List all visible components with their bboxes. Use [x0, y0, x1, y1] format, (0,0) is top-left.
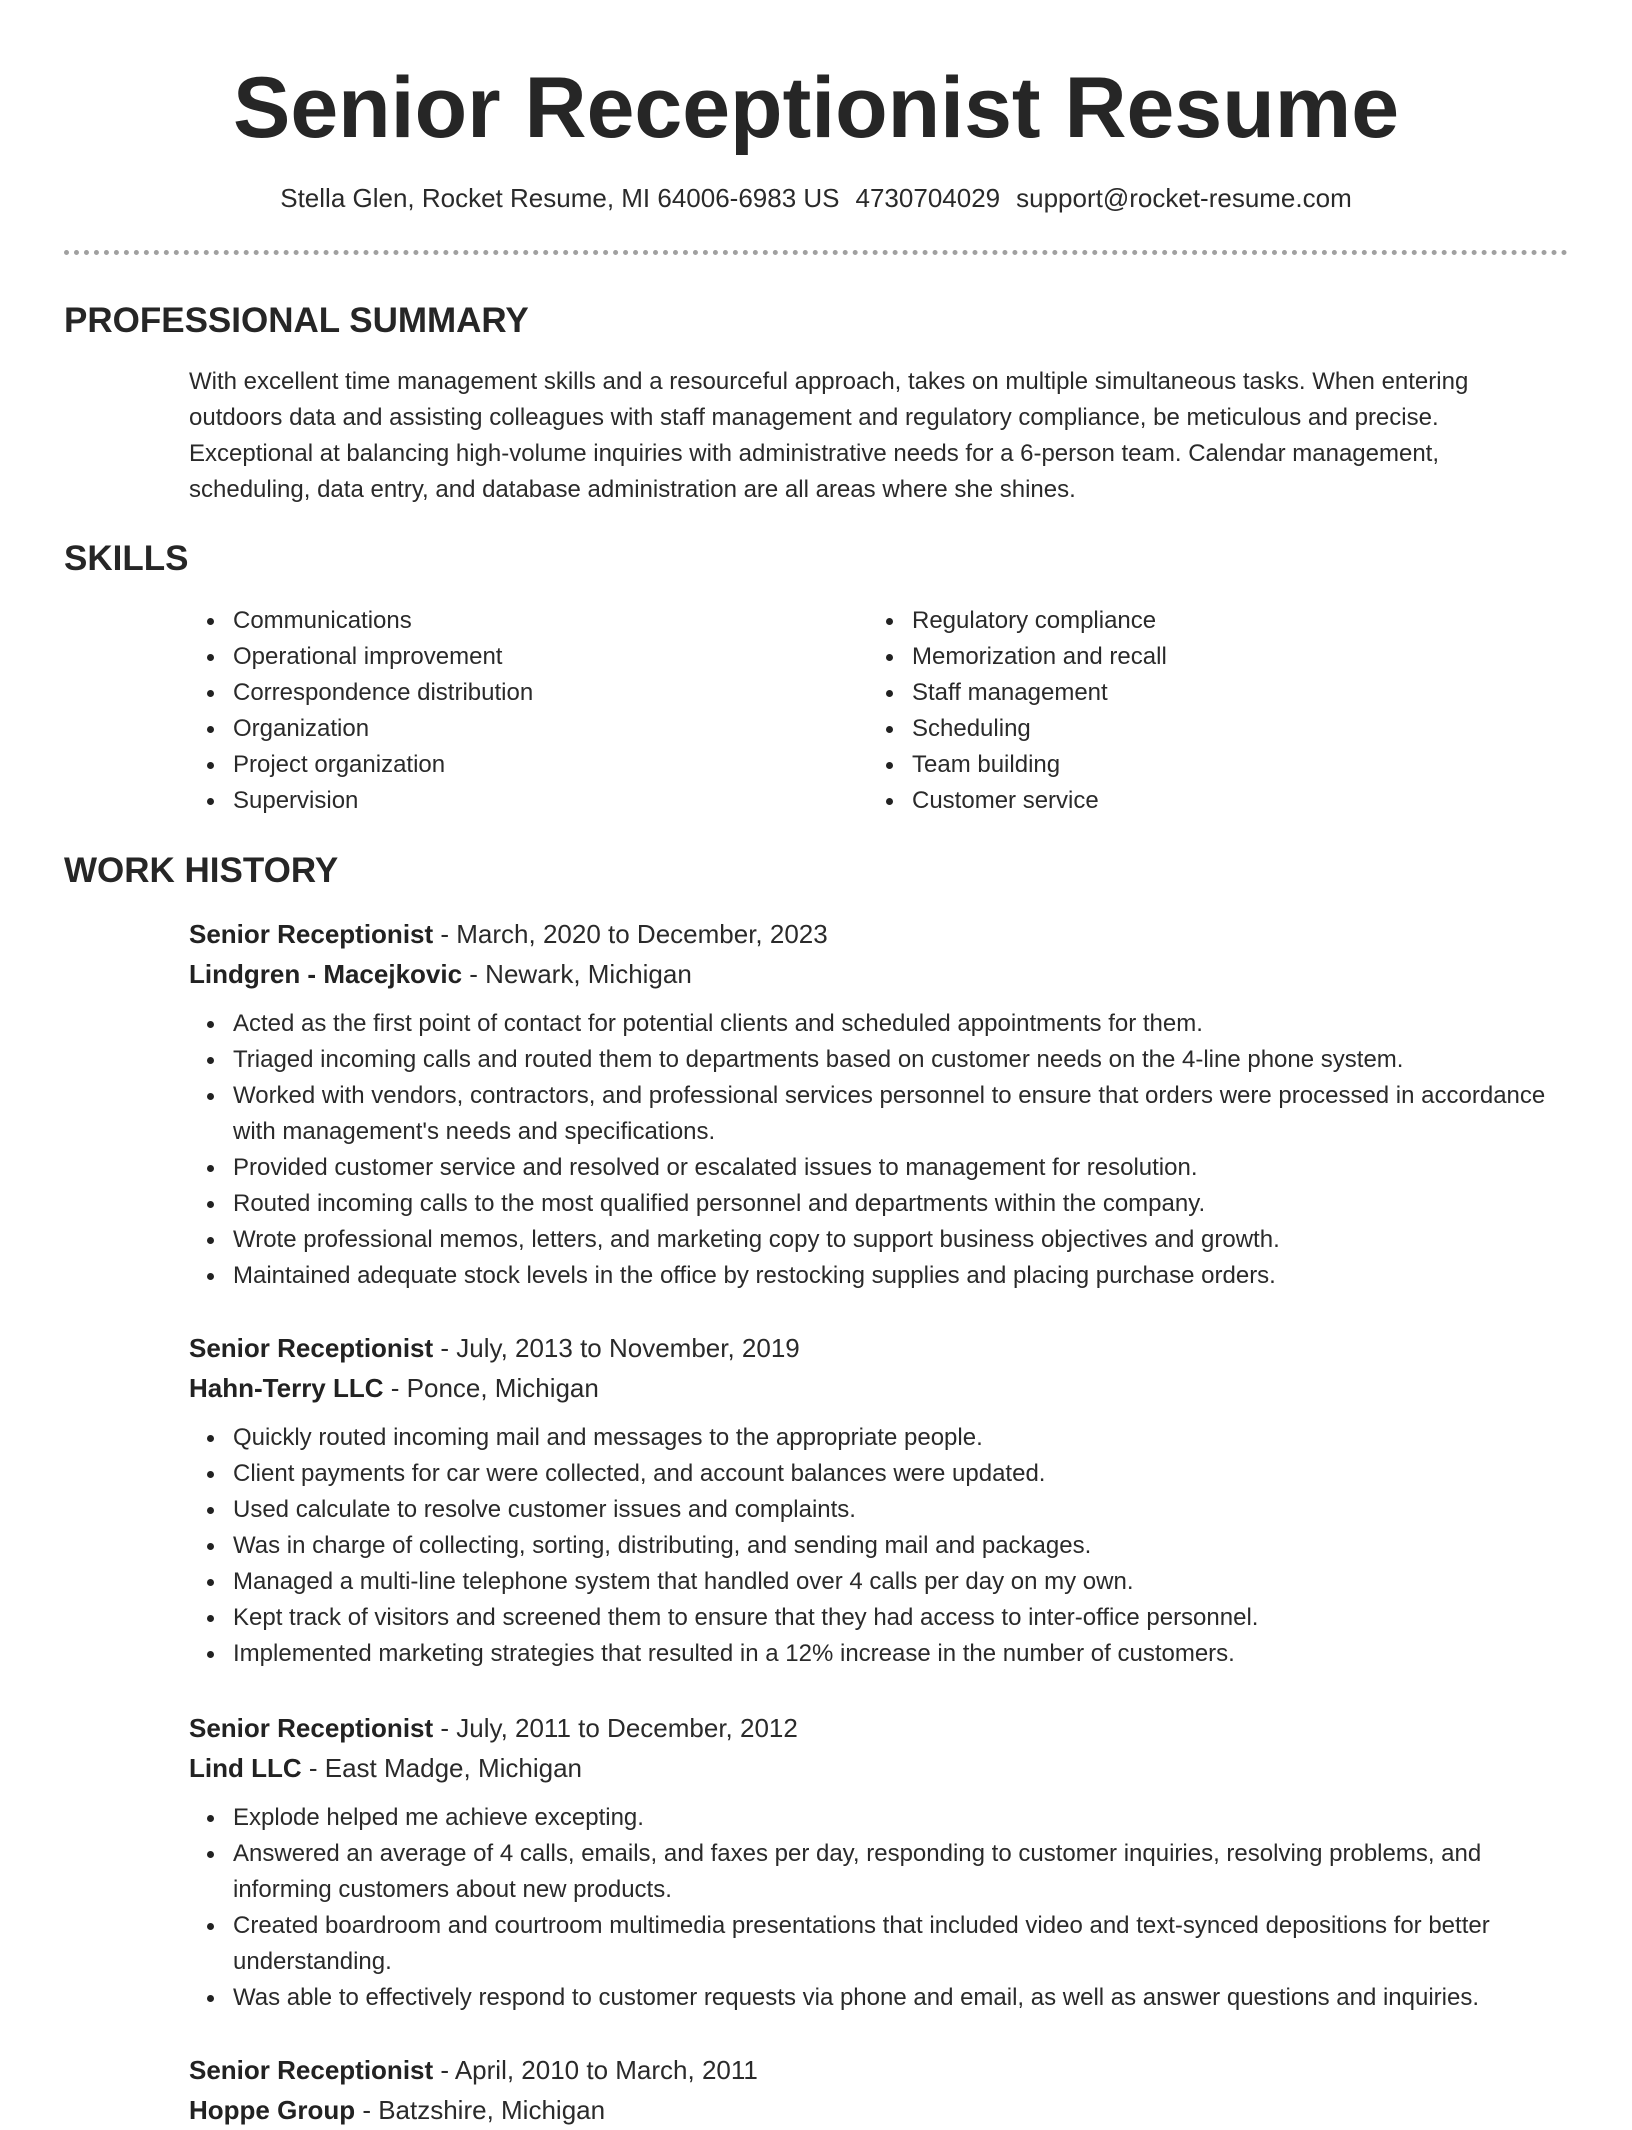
work-history-heading: WORK HISTORY — [64, 851, 339, 890]
duty-item: Kept track of visitors and screened them to ensure that they had access to inter-office personnel. — [189, 1600, 1559, 1636]
duty-item: Created boardroom and courtroom multimedia presentations that included video and text-synced depositions for better understanding. — [189, 1908, 1559, 1980]
job-entry — [189, 914, 1559, 1294]
job-company: Lind LLC — [189, 1753, 302, 1783]
job-title: Senior Receptionist — [189, 919, 434, 949]
job-title-line — [189, 1328, 1559, 1368]
duty-item: Wrote professional memos, letters, and marketing copy to support business objectives and growth. — [189, 1222, 1559, 1258]
duty-item: Was able to effectively respond to customer requests via phone and email, as well as answer questions and inquiries. — [189, 1980, 1559, 2016]
duty-item: Implemented marketing strategies that resulted in a 12% increase in the number of customers. — [189, 1636, 1559, 1672]
job-title-line — [189, 2050, 1559, 2090]
job-entry — [189, 1328, 1559, 1672]
job-title-line — [189, 1708, 1559, 1748]
duty-item: Routed incoming calls to the most qualified personnel and departments within the company. — [189, 1186, 1559, 1222]
duty-item: Explode helped me achieve excepting. — [189, 1800, 1559, 1836]
contact-line — [0, 181, 1632, 215]
job-company-line — [189, 1368, 1559, 1408]
duty-item: Provided customer service and resolved or escalated issues to management for resolution. — [189, 1150, 1559, 1186]
job-dates: - July, 2013 to November, 2019 — [433, 1333, 800, 1363]
job-title: Senior Receptionist — [189, 2055, 434, 2085]
job-dates: - July, 2011 to December, 2012 — [433, 1713, 798, 1743]
contact-address: Stella Glen, Rocket Resume, MI 64006-6983 US — [280, 183, 840, 213]
skill-item: Organization — [189, 711, 868, 747]
skills-list — [189, 603, 1559, 819]
job-location: - Ponce, Michigan — [383, 1373, 599, 1403]
job-title: Senior Receptionist — [189, 1333, 434, 1363]
skill-item: Staff management — [868, 675, 1547, 711]
duty-item: Quickly routed incoming mail and messages to the appropriate people. — [189, 1420, 1559, 1456]
duty-item: Managed a multi-line telephone system that handled over 4 calls per day on my own. — [189, 1564, 1559, 1600]
duty-item: Triaged incoming calls and routed them to departments based on customer needs on the 4-line phone system. — [189, 1042, 1559, 1078]
duty-item: Worked with vendors, contractors, and professional services personnel to ensure that orders were processed in accordance with management's needs and specifications. — [189, 1078, 1559, 1150]
skill-item: Project organization — [189, 747, 868, 783]
skill-item: Operational improvement — [189, 639, 868, 675]
skill-item: Regulatory compliance — [868, 603, 1547, 639]
resume-title: Senior Receptionist Resume — [232, 60, 1400, 156]
job-entry — [189, 2050, 1559, 2130]
duty-item: Client payments for car were collected, and account balances were updated. — [189, 1456, 1559, 1492]
contact-email: support@rocket-resume.com — [1016, 183, 1352, 213]
duty-item: Answered an average of 4 calls, emails, and faxes per day, responding to customer inquiries, resolving problems, and informing customers about new products. — [189, 1836, 1559, 1908]
duty-item: Maintained adequate stock levels in the office by restocking supplies and placing purchase orders. — [189, 1258, 1559, 1294]
skills-column-right — [868, 603, 1547, 819]
skills-heading: SKILLS — [64, 539, 189, 578]
job-duties — [189, 1420, 1559, 1672]
job-title-line — [189, 914, 1559, 954]
job-company-line — [189, 2090, 1559, 2130]
job-title: Senior Receptionist — [189, 1713, 434, 1743]
job-location: - East Madge, Michigan — [301, 1753, 582, 1783]
duty-item: Used calculate to resolve customer issues and complaints. — [189, 1492, 1559, 1528]
job-company: Hoppe Group — [189, 2095, 356, 2125]
job-duties — [189, 1800, 1559, 2016]
skill-item: Scheduling — [868, 711, 1547, 747]
job-company: Hahn-Terry LLC — [189, 1373, 384, 1403]
job-entry — [189, 1708, 1559, 2016]
job-location: - Batzshire, Michigan — [355, 2095, 606, 2125]
skill-item: Memorization and recall — [868, 639, 1547, 675]
skill-item: Correspondence distribution — [189, 675, 868, 711]
job-dates: - March, 2020 to December, 2023 — [433, 919, 828, 949]
skill-item: Team building — [868, 747, 1547, 783]
skills-column-left — [189, 603, 868, 819]
job-dates: - April, 2010 to March, 2011 — [433, 2055, 758, 2085]
job-duties — [189, 1006, 1559, 1294]
duty-item: Was in charge of collecting, sorting, distributing, and sending mail and packages. — [189, 1528, 1559, 1564]
duty-item: Acted as the first point of contact for potential clients and scheduled appointments for them. — [189, 1006, 1559, 1042]
job-company-line — [189, 954, 1559, 994]
contact-phone: 4730704029 — [855, 183, 1001, 213]
summary-text: With excellent time management skills and a resourceful approach, takes on multiple simultaneous tasks. When entering outdoors data and assisting colleagues with staff management and regulatory compliance, be meticulous and precise. Exceptional at balancing high-volume inquiries with administrative needs for a 6-person team. Calendar management, scheduling, data entry, and database administration are all areas where she shines. — [189, 368, 1469, 503]
skill-item: Supervision — [189, 783, 868, 819]
skill-item: Communications — [189, 603, 868, 639]
job-company-line — [189, 1748, 1559, 1788]
skill-item: Customer service — [868, 783, 1547, 819]
job-company: Lindgren - Macejkovic — [189, 959, 463, 989]
header-divider — [64, 250, 1568, 255]
job-location: - Newark, Michigan — [462, 959, 692, 989]
summary-heading: PROFESSIONAL SUMMARY — [64, 301, 529, 340]
